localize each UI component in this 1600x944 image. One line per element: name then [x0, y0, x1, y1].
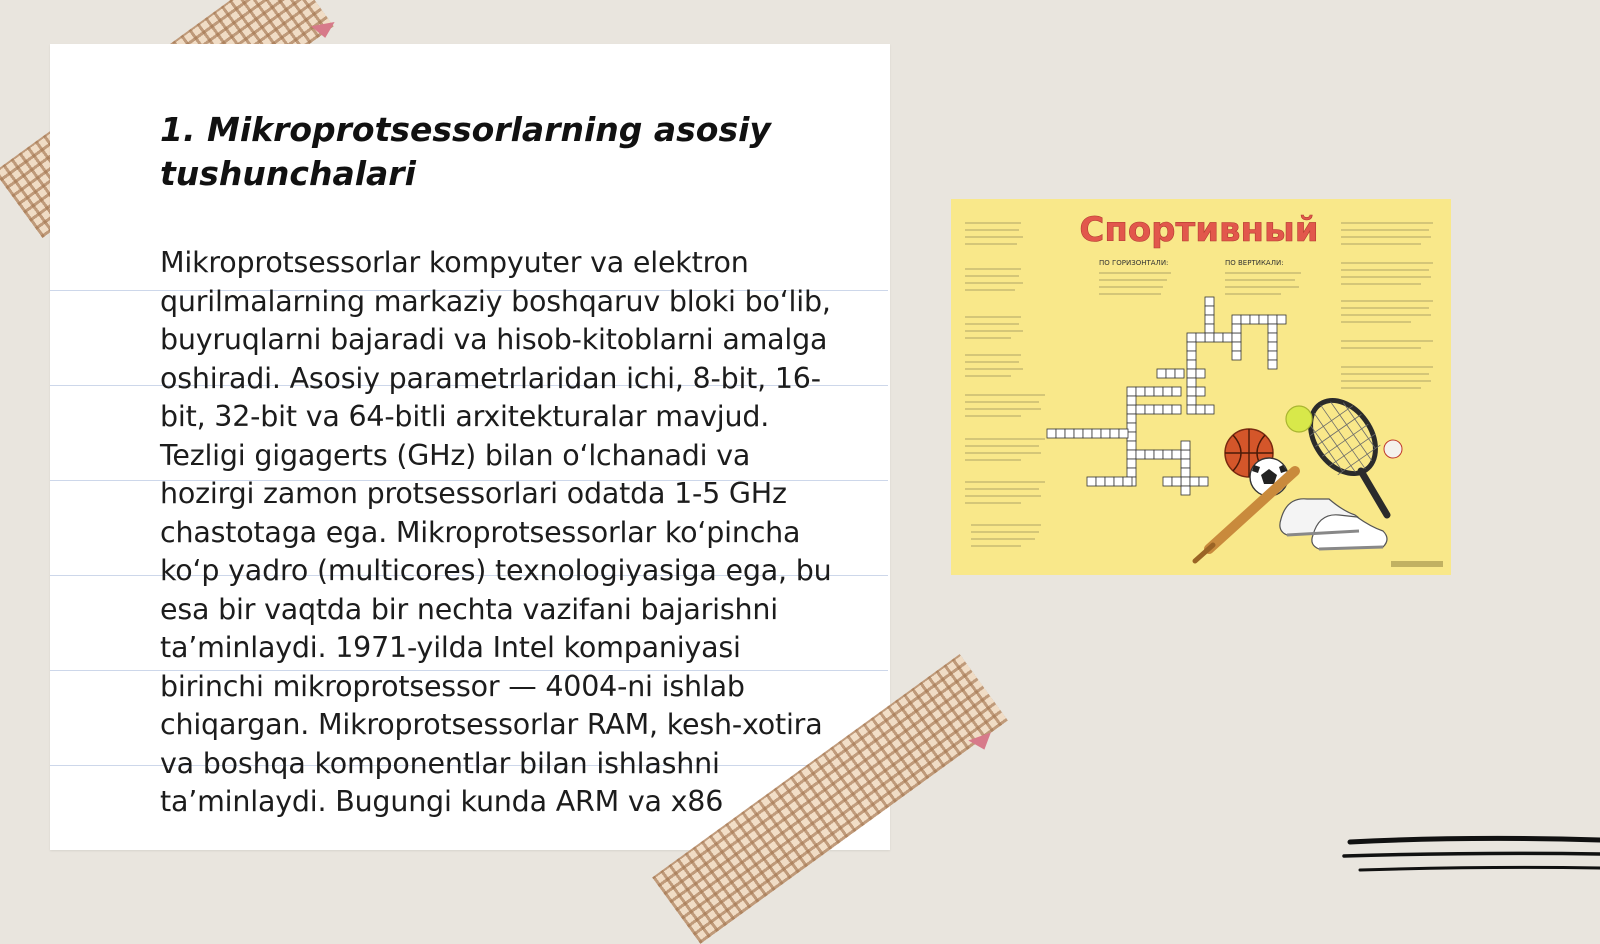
- tape-pin-top: [311, 22, 337, 40]
- tennis-ball-icon: [1286, 406, 1312, 432]
- crossword-illustration: [951, 199, 1451, 575]
- decorative-brush-strokes: [1340, 832, 1600, 882]
- crossword-down-heading: ПО ВЕРТИКАЛИ:: [1225, 259, 1284, 267]
- baseball-icon: [1384, 440, 1402, 458]
- slide-body-text: Mikroprotsessorlar kompyuter va elektron qurilmalarning markaziy boshqaruv bloki bo‘lib, buyruqlarni bajaradi va hisob-kitoblarni amalga oshiradi. Asosiy parametrlaridan ichi, 8-bit, 16-bit, 32-bit va 64-bitli arxitekturalar mavjud. Tezligi gigagerts (GHz) bilan o‘lchanadi va hozirgi zamon protsessorlari odatda 1-5 GHz chastotaga ega. Mikroprotsessorlar ko‘pincha ko‘p yadro (multicores) texnologiyasiga ega, bu esa bir vaqtda bir nechta vazifani bajarishni ta’minlaydi. 1971-yilda Intel kompaniyasi birinchi mikroprotsessor — 4004-ni ishlab chiqargan. Mikroprotsessorlar RAM, kesh-xotira va boshqa komponentlar bilan ishlashni ta’minlaydi. Bugungi kunda ARM va x86: [160, 246, 832, 818]
- slide-title: 1. Mikroprotsessorlarning asosiy tushunchalari: [160, 110, 771, 193]
- crossword-title: Спортивный: [1079, 210, 1319, 250]
- crossword-across-heading: ПО ГОРИЗОНТАЛИ:: [1099, 259, 1169, 267]
- crossword-picture: [951, 199, 1451, 575]
- crossword-watermark: [1391, 561, 1443, 567]
